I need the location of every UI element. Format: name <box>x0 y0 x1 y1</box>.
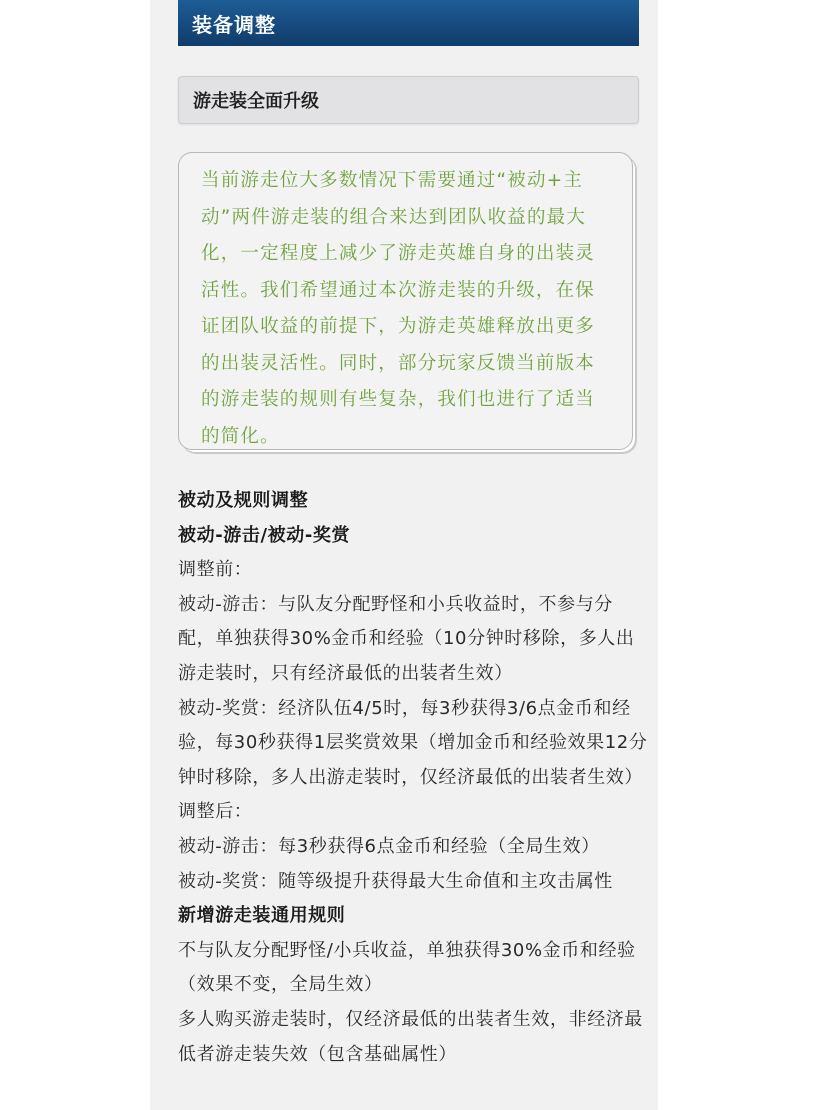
page-title: 装备调整 <box>192 12 276 37</box>
intro-note-text: 当前游走位大多数情况下需要通过“被动+主动”两件游走装的组合来达到团队收益的最大化，一定程度上减少了游走英雄自身的出装灵活性。我们希望通过本次游走装的升级，在保证团队收益的前提下，为游走英雄释放出更多的出装灵活性。同时，部分玩家反馈当前版本的游走装的规则有些复杂，我们也进行了适当的简化。 <box>201 170 596 447</box>
rule-1-text: 不与队友分配野怪/小兵收益，单独获得30%金币和经验（效果不变，全局生效） <box>178 939 636 996</box>
heading-rules: 被动及规则调整 <box>178 490 309 511</box>
before-label: 调整前： <box>178 559 253 581</box>
after-label: 调整后： <box>178 801 253 823</box>
after-youji-text: 被动-游击：每3秒获得6点金币和经验（全局生效） <box>178 835 600 857</box>
before-jiangshang-text: 被动-奖赏：经济队伍4/5时，每3秒获得3/6点金币和经验，每30秒获得1层奖赏效果（增加金币和经验效果12分钟时移除，多人出游走装时，仅经济最低的出装者生效） <box>178 697 648 788</box>
intro-note-box <box>178 152 633 450</box>
page-header-bar <box>178 0 639 46</box>
before-youji-text: 被动-游击：与队友分配野怪和小兵收益时，不参与分配，单独获得30%金币和经验（10分钟时移除，多人出游走装时，只有经济最低的出装者生效） <box>178 593 635 684</box>
section-title: 游走装全面升级 <box>193 91 319 112</box>
section-title-bar <box>178 76 639 124</box>
rule-2-text: 多人购买游走装时，仅经济最低的出装者生效，非经济最低者游走装失效（包含基础属性） <box>178 1008 643 1065</box>
after-jiangshang-text: 被动-奖赏：随等级提升获得最大生命值和主攻击属性 <box>178 870 613 892</box>
heading-passives: 被动-游击/被动-奖赏 <box>178 524 351 546</box>
article-body <box>178 484 648 1072</box>
heading-new-rules: 新增游走装通用规则 <box>178 905 346 927</box>
